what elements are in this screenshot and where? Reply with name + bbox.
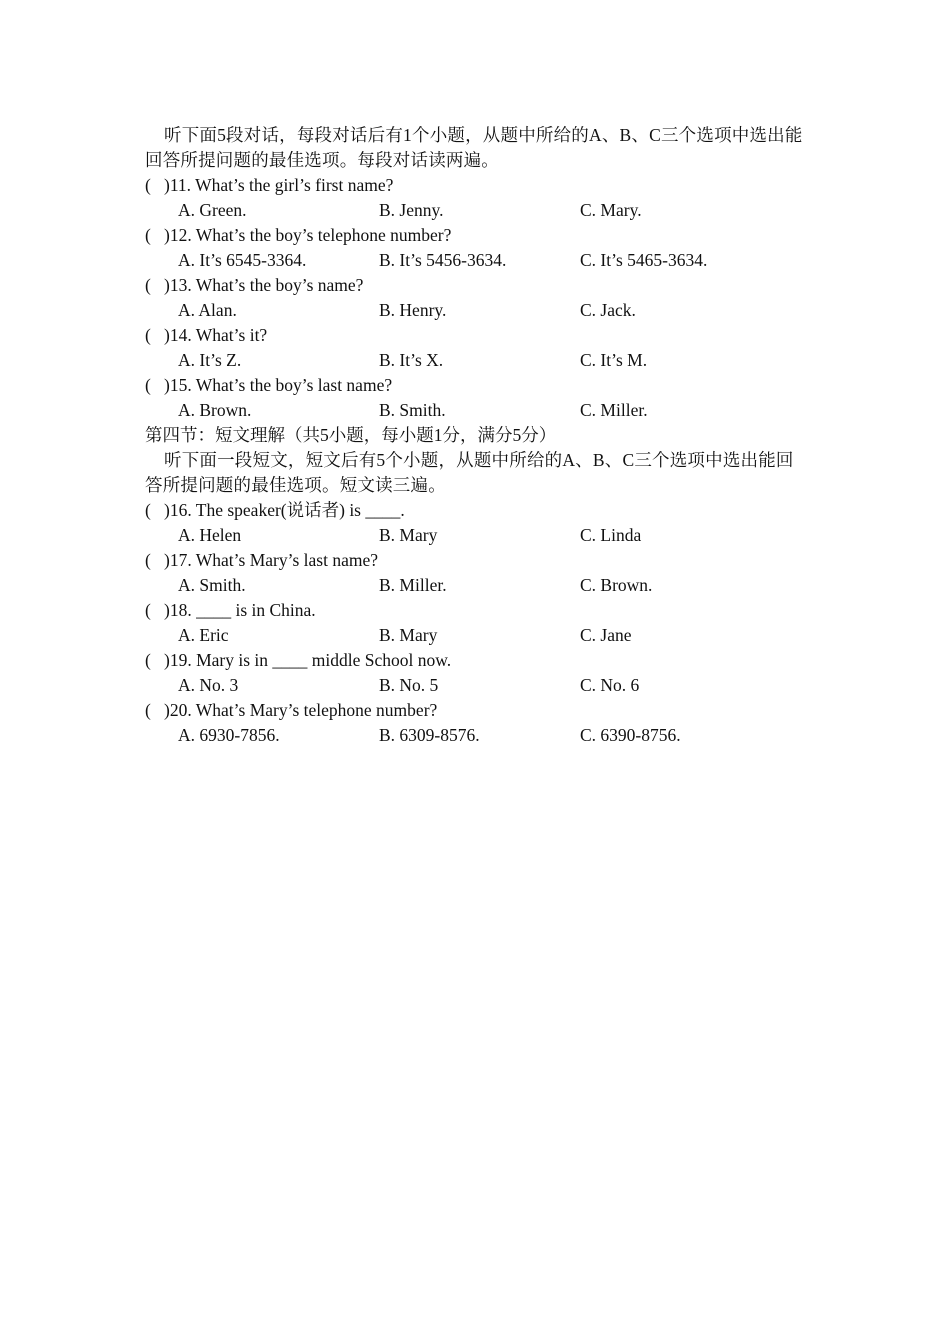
question-12	[145, 223, 810, 273]
section-instruction: 听下面一段短文，短文后有5个小题，从题中所给的A、B、C三个选项中选出能回答所提问题的最佳选项。短文读三遍。	[145, 450, 794, 495]
option-a: A. It’s Z.	[178, 350, 242, 370]
options-row	[145, 348, 810, 373]
answer-bracket: (	[145, 375, 151, 395]
options-row	[145, 398, 810, 423]
option-b: B. Smith.	[379, 400, 446, 420]
option-c: C. Brown.	[580, 575, 653, 595]
question-stem-row	[145, 373, 810, 398]
question-stem-row	[145, 223, 810, 248]
answer-bracket: (	[145, 500, 151, 520]
option-c: C. 6390-8756.	[580, 725, 681, 745]
question-stem-row	[145, 648, 810, 673]
question-stem: )15. What’s the boy’s last name?	[164, 375, 393, 395]
options-row	[145, 298, 810, 323]
question-stem-row	[145, 273, 810, 298]
question-14	[145, 323, 810, 373]
question-stem: )16. The speaker(说话者) is ____.	[164, 500, 405, 520]
question-stem: )17. What’s Mary’s last name?	[164, 550, 378, 570]
option-a: A. No. 3	[178, 675, 239, 695]
question-stem-row	[145, 498, 810, 523]
option-b: B. Henry.	[379, 300, 447, 320]
question-stem: )12. What’s the boy’s telephone number?	[164, 225, 452, 245]
option-b: B. Mary	[379, 625, 438, 645]
options-row	[145, 573, 810, 598]
options-row	[145, 723, 810, 748]
option-b: B. It’s 5456-3634.	[379, 250, 507, 270]
option-a: A. Green.	[178, 200, 247, 220]
question-20	[145, 698, 810, 748]
question-stem: )13. What’s the boy’s name?	[164, 275, 364, 295]
question-stem-row	[145, 598, 810, 623]
option-a: A. Brown.	[178, 400, 252, 420]
section-heading: 第四节：短文理解（共5小题，每小题1分，满分5分）	[145, 425, 557, 445]
section-instruction: 听下面5段对话，每段对话后有1个小题，从题中所给的A、B、C三个选项中选出能回答所提问题的最佳选项。每段对话读两遍。	[145, 125, 803, 170]
question-17	[145, 548, 810, 598]
answer-bracket: (	[145, 600, 151, 620]
option-b: B. Mary	[379, 525, 438, 545]
answer-bracket: (	[145, 550, 151, 570]
option-c: C. Jane	[580, 625, 632, 645]
answer-bracket: (	[145, 275, 151, 295]
option-a: A. 6930-7856.	[178, 725, 280, 745]
answer-bracket: (	[145, 650, 151, 670]
answer-bracket: (	[145, 175, 151, 195]
option-c: C. Mary.	[580, 200, 642, 220]
exam-page	[145, 123, 810, 748]
option-a: A. It’s 6545-3364.	[178, 250, 307, 270]
option-b: B. It’s X.	[379, 350, 444, 370]
options-row	[145, 623, 810, 648]
question-stem: )14. What’s it?	[164, 325, 268, 345]
question-stem: )11. What’s the girl’s first name?	[164, 175, 394, 195]
question-11	[145, 173, 810, 223]
option-b: B. Jenny.	[379, 200, 444, 220]
question-stem: )19. Mary is in ____ middle School now.	[164, 650, 452, 670]
options-row	[145, 198, 810, 223]
question-stem-row	[145, 173, 810, 198]
option-c: C. Linda	[580, 525, 642, 545]
question-18	[145, 598, 810, 648]
options-row	[145, 248, 810, 273]
option-b: B. No. 5	[379, 675, 439, 695]
option-a: A. Smith.	[178, 575, 246, 595]
options-row	[145, 673, 810, 698]
question-stem-row	[145, 698, 810, 723]
question-19	[145, 648, 810, 698]
option-c: C. It’s 5465-3634.	[580, 250, 708, 270]
answer-bracket: (	[145, 225, 151, 245]
question-13	[145, 273, 810, 323]
option-b: B. 6309-8576.	[379, 725, 480, 745]
option-c: C. It’s M.	[580, 350, 648, 370]
option-c: C. No. 6	[580, 675, 640, 695]
question-stem-row	[145, 323, 810, 348]
answer-bracket: (	[145, 325, 151, 345]
option-c: C. Miller.	[580, 400, 648, 420]
option-a: A. Eric	[178, 625, 229, 645]
option-a: A. Alan.	[178, 300, 237, 320]
question-stem-row	[145, 548, 810, 573]
question-stem: )20. What’s Mary’s telephone number?	[164, 700, 438, 720]
question-16	[145, 498, 810, 548]
question-stem: )18. ____ is in China.	[164, 600, 316, 620]
question-15	[145, 373, 810, 423]
options-row	[145, 523, 810, 548]
option-b: B. Miller.	[379, 575, 447, 595]
answer-bracket: (	[145, 700, 151, 720]
option-a: A. Helen	[178, 525, 242, 545]
option-c: C. Jack.	[580, 300, 636, 320]
